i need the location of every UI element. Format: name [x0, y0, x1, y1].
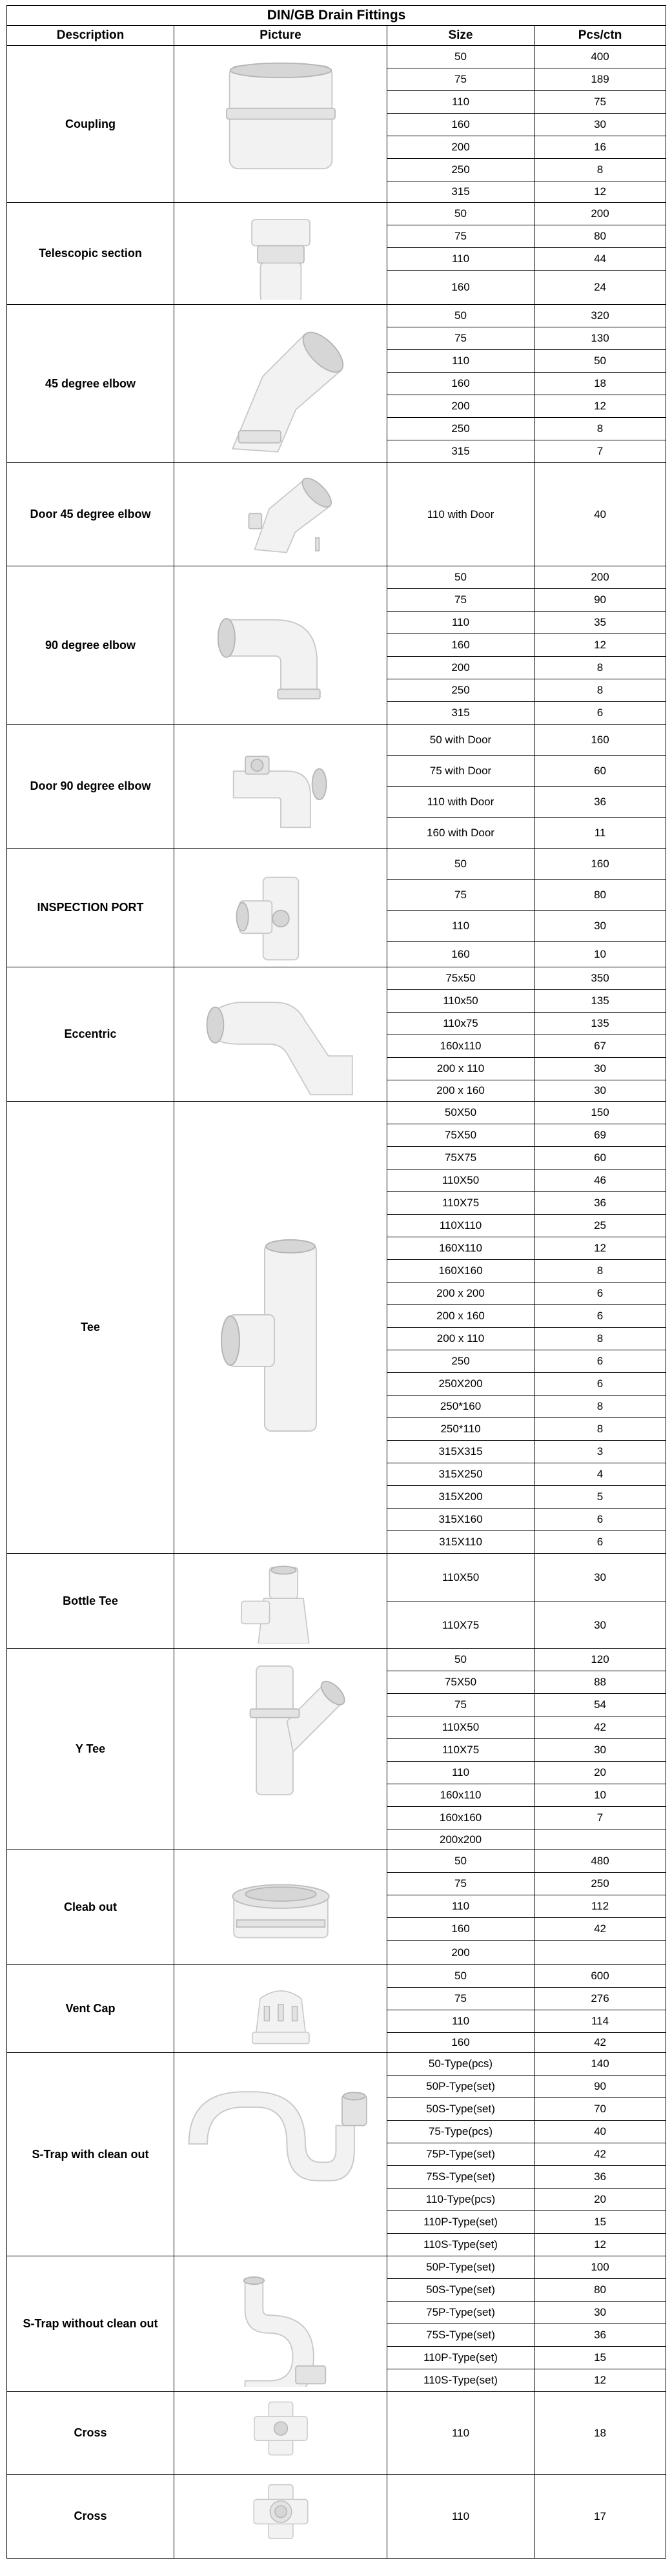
- pcs-per-carton-cell: 30: [535, 1080, 666, 1102]
- pcs-per-carton-cell: 250: [535, 1873, 666, 1895]
- size-cell: 110X75: [387, 1602, 535, 1649]
- vent-cap-icon: [184, 1970, 378, 2048]
- size-cell: 110x50: [387, 990, 535, 1013]
- product-picture: [174, 566, 387, 725]
- size-cell: 160x110: [387, 1784, 535, 1807]
- size-cell: 160X110: [387, 1237, 535, 1260]
- pcs-per-carton-cell: 12: [535, 1237, 666, 1260]
- pcs-per-carton-cell: 12: [535, 634, 666, 657]
- size-cell: 200: [387, 657, 535, 679]
- product-picture: [174, 967, 387, 1102]
- size-cell: 75S-Type(set): [387, 2324, 535, 2347]
- table-row: [7, 566, 666, 589]
- table-row: [7, 305, 666, 327]
- size-cell: 75X50: [387, 1671, 535, 1694]
- pcs-per-carton-cell: 67: [535, 1035, 666, 1058]
- product-description: S-Trap without clean out: [7, 2256, 174, 2392]
- pcs-per-carton-cell: 140: [535, 2053, 666, 2076]
- size-cell: 315: [387, 181, 535, 203]
- table-row: [7, 46, 666, 68]
- size-cell: 75X75: [387, 1147, 535, 1170]
- size-cell: 50: [387, 849, 535, 880]
- size-cell: 50 with Door: [387, 725, 535, 756]
- product-description: Eccentric: [7, 967, 174, 1102]
- size-cell: 75: [387, 68, 535, 91]
- tee-icon: [184, 1107, 378, 1549]
- size-cell: 200: [387, 136, 535, 159]
- pcs-per-carton-cell: 80: [535, 880, 666, 911]
- pcs-per-carton-cell: 42: [535, 2143, 666, 2166]
- pcs-per-carton-cell: 112: [535, 1895, 666, 1918]
- pcs-per-carton-cell: 6: [535, 1305, 666, 1328]
- table-row: [7, 849, 666, 880]
- size-cell: 250X200: [387, 1373, 535, 1396]
- size-cell: 110: [387, 350, 535, 373]
- pcs-per-carton-cell: 40: [535, 2121, 666, 2143]
- product-picture: [174, 2053, 387, 2256]
- size-cell: 75x50: [387, 967, 535, 990]
- pcs-per-carton-cell: 30: [535, 1739, 666, 1762]
- header-pcs-per-carton: Pcs/ctn: [535, 26, 666, 46]
- product-picture: [174, 725, 387, 849]
- product-picture: [174, 1649, 387, 1850]
- pcs-per-carton-cell: 600: [535, 1965, 666, 1988]
- pcs-per-carton-cell: 15: [535, 2211, 666, 2234]
- clean-out-icon: [184, 1855, 378, 1960]
- size-cell: 200: [387, 395, 535, 418]
- product-description: S-Trap with clean out: [7, 2053, 174, 2256]
- size-cell: 160: [387, 373, 535, 395]
- product-picture: [174, 1965, 387, 2053]
- pcs-per-carton-cell: 120: [535, 1649, 666, 1671]
- size-cell: 110: [387, 91, 535, 114]
- size-cell: 200 x 200: [387, 1283, 535, 1305]
- pcs-per-carton-cell: 4: [535, 1463, 666, 1486]
- pcs-per-carton-cell: 50: [535, 350, 666, 373]
- product-description: Cleab out: [7, 1850, 174, 1965]
- pcs-per-carton-cell: 10: [535, 1784, 666, 1807]
- pcs-per-carton-cell: 8: [535, 1260, 666, 1283]
- size-cell: 50: [387, 203, 535, 225]
- product-description: Coupling: [7, 46, 174, 203]
- pcs-per-carton-cell: 15: [535, 2347, 666, 2369]
- pcs-per-carton-cell: 69: [535, 1124, 666, 1147]
- size-cell: 160: [387, 271, 535, 305]
- table-row: [7, 967, 666, 990]
- pcs-per-carton-cell: 6: [535, 1509, 666, 1531]
- pcs-per-carton-cell: 36: [535, 2166, 666, 2189]
- pcs-per-carton-cell: 320: [535, 305, 666, 327]
- size-cell: 160: [387, 1918, 535, 1941]
- pcs-per-carton-cell: 160: [535, 849, 666, 880]
- pcs-per-carton-cell: 400: [535, 46, 666, 68]
- pcs-per-carton-cell: 54: [535, 1694, 666, 1716]
- product-description: INSPECTION PORT: [7, 849, 174, 967]
- size-cell: 200x200: [387, 1829, 535, 1850]
- size-cell: 110X75: [387, 1192, 535, 1215]
- pcs-per-carton-cell: 8: [535, 1418, 666, 1441]
- product-picture: [174, 1850, 387, 1965]
- pcs-per-carton-cell: 130: [535, 327, 666, 350]
- size-cell: 160x160: [387, 1807, 535, 1829]
- table-row: [7, 1102, 666, 1124]
- product-description: Vent Cap: [7, 1965, 174, 2053]
- size-cell: 160: [387, 2033, 535, 2053]
- size-cell: 50X50: [387, 1102, 535, 1124]
- product-description: Bottle Tee: [7, 1554, 174, 1649]
- size-cell: 315X315: [387, 1441, 535, 1463]
- size-cell: 110: [387, 612, 535, 634]
- pcs-per-carton-cell: 60: [535, 1147, 666, 1170]
- pcs-per-carton-cell: 6: [535, 1283, 666, 1305]
- size-cell: 110: [387, 2392, 535, 2475]
- size-cell: 75: [387, 589, 535, 612]
- size-cell: 75: [387, 1873, 535, 1895]
- size-cell: 315: [387, 702, 535, 725]
- cross-4way-icon: [184, 2480, 378, 2553]
- size-cell: 50: [387, 46, 535, 68]
- pcs-per-carton-cell: 8: [535, 679, 666, 702]
- size-cell: 110X75: [387, 1739, 535, 1762]
- size-cell: 110: [387, 1895, 535, 1918]
- pcs-per-carton-cell: 6: [535, 1350, 666, 1373]
- product-description: Door 90 degree elbow: [7, 725, 174, 849]
- pcs-per-carton-cell: 12: [535, 181, 666, 203]
- size-cell: 50: [387, 566, 535, 589]
- size-cell: 75X50: [387, 1124, 535, 1147]
- size-cell: 75: [387, 1988, 535, 2010]
- pcs-per-carton-cell: 35: [535, 612, 666, 634]
- s-trap-icon: [184, 2262, 378, 2387]
- size-cell: 110X110: [387, 1215, 535, 1237]
- pcs-per-carton-cell: 17: [535, 2475, 666, 2559]
- size-cell: 110-Type(pcs): [387, 2189, 535, 2211]
- size-cell: 110 with Door: [387, 463, 535, 566]
- pcs-per-carton-cell: 3: [535, 1441, 666, 1463]
- size-cell: 75S-Type(set): [387, 2166, 535, 2189]
- size-cell: 200: [387, 1941, 535, 1965]
- pcs-per-carton-cell: 8: [535, 159, 666, 181]
- product-description: Tee: [7, 1102, 174, 1554]
- table-row: [7, 1554, 666, 1602]
- pcs-per-carton-cell: 24: [535, 271, 666, 305]
- table-row: [7, 1850, 666, 1873]
- size-cell: 160X160: [387, 1260, 535, 1283]
- telescopic-section-icon: [184, 208, 378, 300]
- size-cell: 110X50: [387, 1170, 535, 1192]
- size-cell: 75: [387, 327, 535, 350]
- product-description: Cross: [7, 2392, 174, 2475]
- pcs-per-carton-cell: 30: [535, 911, 666, 942]
- product-description: 45 degree elbow: [7, 305, 174, 463]
- size-cell: 75 with Door: [387, 756, 535, 787]
- door-elbow-90-icon: [184, 730, 378, 843]
- eccentric-icon: [184, 973, 378, 1097]
- header-size: Size: [387, 26, 535, 46]
- pcs-per-carton-cell: 150: [535, 1102, 666, 1124]
- elbow-45-icon: [184, 310, 378, 458]
- door-elbow-45-icon: [184, 468, 378, 561]
- pcs-per-carton-cell: 36: [535, 787, 666, 818]
- size-cell: 315X110: [387, 1531, 535, 1554]
- size-cell: 110: [387, 248, 535, 271]
- pcs-per-carton-cell: 100: [535, 2256, 666, 2279]
- size-cell: 250: [387, 679, 535, 702]
- pcs-per-carton-cell: 135: [535, 1013, 666, 1035]
- size-cell: 50: [387, 305, 535, 327]
- size-cell: 110X50: [387, 1716, 535, 1739]
- pcs-per-carton-cell: 8: [535, 1328, 666, 1350]
- product-picture: [174, 463, 387, 566]
- size-cell: 75-Type(pcs): [387, 2121, 535, 2143]
- size-cell: 315X160: [387, 1509, 535, 1531]
- size-cell: 75: [387, 880, 535, 911]
- size-cell: 50: [387, 1649, 535, 1671]
- size-cell: 50P-Type(set): [387, 2256, 535, 2279]
- pcs-per-carton-cell: 30: [535, 1058, 666, 1080]
- size-cell: 110: [387, 911, 535, 942]
- pcs-per-carton-cell: 7: [535, 1807, 666, 1829]
- pcs-per-carton-cell: 20: [535, 1762, 666, 1784]
- table-row: [7, 463, 666, 566]
- product-picture: [174, 1554, 387, 1649]
- pcs-per-carton-cell: 6: [535, 702, 666, 725]
- size-cell: 75P-Type(set): [387, 2302, 535, 2324]
- product-picture: [174, 305, 387, 463]
- size-cell: 200 x 160: [387, 1305, 535, 1328]
- pcs-per-carton-cell: 6: [535, 1373, 666, 1396]
- size-cell: 75: [387, 1694, 535, 1716]
- size-cell: 110: [387, 1762, 535, 1784]
- size-cell: 50: [387, 1965, 535, 1988]
- pcs-per-carton-cell: 350: [535, 967, 666, 990]
- bottle-tee-icon: [184, 1559, 378, 1643]
- header-description: Description: [7, 26, 174, 46]
- pcs-per-carton-cell: 18: [535, 2392, 666, 2475]
- pcs-per-carton-cell: 12: [535, 395, 666, 418]
- pcs-per-carton-cell: 12: [535, 2234, 666, 2256]
- pcs-per-carton-cell: 18: [535, 373, 666, 395]
- inspection-port-icon: [184, 854, 378, 962]
- size-cell: 160 with Door: [387, 818, 535, 849]
- size-cell: 200 x 160: [387, 1080, 535, 1102]
- size-cell: 75: [387, 225, 535, 248]
- size-cell: 250: [387, 418, 535, 440]
- header-picture: Picture: [174, 26, 387, 46]
- pcs-per-carton-cell: 114: [535, 2010, 666, 2033]
- product-description: 90 degree elbow: [7, 566, 174, 725]
- y-tee-icon: [184, 1654, 378, 1845]
- pcs-per-carton-cell: 36: [535, 1192, 666, 1215]
- pcs-per-carton-cell: 44: [535, 248, 666, 271]
- product-description: Cross: [7, 2475, 174, 2559]
- pcs-per-carton-cell: 42: [535, 1918, 666, 1941]
- size-cell: 200 x 110: [387, 1328, 535, 1350]
- size-cell: 50P-Type(set): [387, 2076, 535, 2098]
- pcs-per-carton-cell: 6: [535, 1531, 666, 1554]
- pcs-per-carton-cell: 75: [535, 91, 666, 114]
- size-cell: 200 x 110: [387, 1058, 535, 1080]
- pcs-per-carton-cell: 70: [535, 2098, 666, 2121]
- pcs-per-carton-cell: 12: [535, 2369, 666, 2392]
- pcs-per-carton-cell: 90: [535, 2076, 666, 2098]
- pcs-per-carton-cell: 8: [535, 1396, 666, 1418]
- pcs-per-carton-cell: 135: [535, 990, 666, 1013]
- pcs-per-carton-cell: 7: [535, 440, 666, 463]
- pcs-per-carton-cell: 25: [535, 1215, 666, 1237]
- pcs-per-carton-cell: 80: [535, 2279, 666, 2302]
- product-picture: [174, 1102, 387, 1554]
- size-cell: 75P-Type(set): [387, 2143, 535, 2166]
- product-picture: [174, 2256, 387, 2392]
- s-trap-clean-out-icon: [184, 2058, 378, 2251]
- size-cell: 50-Type(pcs): [387, 2053, 535, 2076]
- table-row: [7, 1649, 666, 1671]
- pcs-per-carton-cell: 480: [535, 1850, 666, 1873]
- pcs-per-carton-cell: 5: [535, 1486, 666, 1509]
- size-cell: 250*160: [387, 1396, 535, 1418]
- pcs-per-carton-cell: 8: [535, 418, 666, 440]
- pcs-per-carton-cell: 42: [535, 1716, 666, 1739]
- size-cell: 110S-Type(set): [387, 2234, 535, 2256]
- size-cell: 250: [387, 159, 535, 181]
- table-row: [7, 2475, 666, 2559]
- product-description: Door 45 degree elbow: [7, 463, 174, 566]
- drain-fittings-table: [6, 5, 666, 2559]
- product-description: Telescopic section: [7, 203, 174, 305]
- table-title: DIN/GB Drain Fittings: [7, 6, 666, 26]
- table-row: [7, 203, 666, 225]
- pcs-per-carton-cell: 160: [535, 725, 666, 756]
- table-row: [7, 1965, 666, 1988]
- pcs-per-carton-cell: 30: [535, 2302, 666, 2324]
- size-cell: 160: [387, 114, 535, 136]
- size-cell: 110S-Type(set): [387, 2369, 535, 2392]
- pcs-per-carton-cell: 60: [535, 756, 666, 787]
- size-cell: 110 with Door: [387, 787, 535, 818]
- size-cell: 250*110: [387, 1418, 535, 1441]
- product-picture: [174, 46, 387, 203]
- size-cell: 110P-Type(set): [387, 2211, 535, 2234]
- size-cell: 50: [387, 1850, 535, 1873]
- pcs-per-carton-cell: 200: [535, 203, 666, 225]
- cross-icon: [184, 2397, 378, 2469]
- pcs-per-carton-cell: 276: [535, 1988, 666, 2010]
- pcs-per-carton-cell: 30: [535, 114, 666, 136]
- pcs-per-carton-cell: 36: [535, 2324, 666, 2347]
- pcs-per-carton-cell: [535, 1829, 666, 1850]
- pcs-per-carton-cell: 80: [535, 225, 666, 248]
- product-picture: [174, 849, 387, 967]
- pcs-per-carton-cell: 88: [535, 1671, 666, 1694]
- pcs-per-carton-cell: [535, 1941, 666, 1965]
- pcs-per-carton-cell: 42: [535, 2033, 666, 2053]
- size-cell: 110X50: [387, 1554, 535, 1602]
- pcs-per-carton-cell: 8: [535, 657, 666, 679]
- product-picture: [174, 203, 387, 305]
- pcs-per-carton-cell: 11: [535, 818, 666, 849]
- pcs-per-carton-cell: 46: [535, 1170, 666, 1192]
- size-cell: 315X250: [387, 1463, 535, 1486]
- product-picture: [174, 2475, 387, 2559]
- pcs-per-carton-cell: 40: [535, 463, 666, 566]
- size-cell: 315: [387, 440, 535, 463]
- size-cell: 50S-Type(set): [387, 2098, 535, 2121]
- pcs-per-carton-cell: 20: [535, 2189, 666, 2211]
- pcs-per-carton-cell: 30: [535, 1554, 666, 1602]
- pcs-per-carton-cell: 16: [535, 136, 666, 159]
- pcs-per-carton-cell: 189: [535, 68, 666, 91]
- table-row: [7, 2392, 666, 2475]
- table-row: [7, 725, 666, 756]
- size-cell: 160: [387, 942, 535, 967]
- elbow-90-icon: [184, 572, 378, 719]
- size-cell: 160: [387, 634, 535, 657]
- product-description: Y Tee: [7, 1649, 174, 1850]
- pcs-per-carton-cell: 200: [535, 566, 666, 589]
- size-cell: 110x75: [387, 1013, 535, 1035]
- size-cell: 160x110: [387, 1035, 535, 1058]
- table-row: [7, 2256, 666, 2279]
- size-cell: 250: [387, 1350, 535, 1373]
- size-cell: 110P-Type(set): [387, 2347, 535, 2369]
- pcs-per-carton-cell: 30: [535, 1602, 666, 1649]
- product-picture: [174, 2392, 387, 2475]
- size-cell: 315X200: [387, 1486, 535, 1509]
- size-cell: 110: [387, 2010, 535, 2033]
- size-cell: 50S-Type(set): [387, 2279, 535, 2302]
- table-row: [7, 2053, 666, 2076]
- size-cell: 110: [387, 2475, 535, 2559]
- pcs-per-carton-cell: 90: [535, 589, 666, 612]
- pcs-per-carton-cell: 10: [535, 942, 666, 967]
- coupling-icon: [184, 51, 378, 198]
